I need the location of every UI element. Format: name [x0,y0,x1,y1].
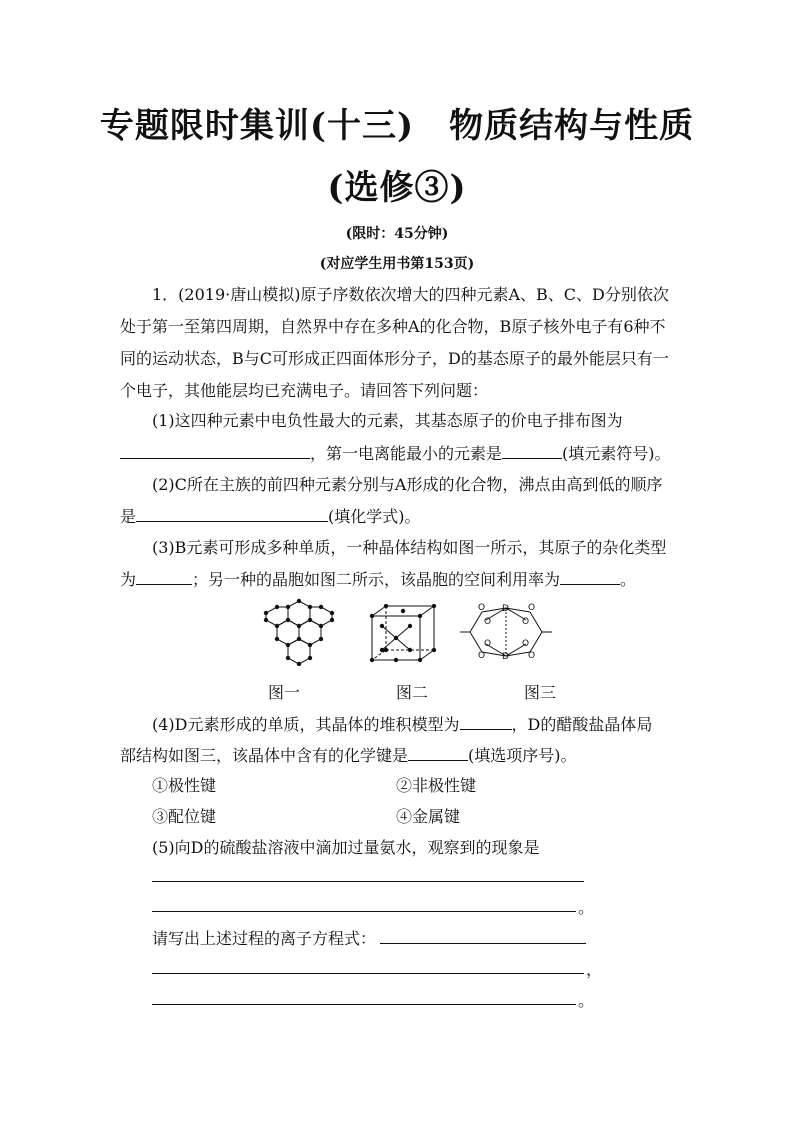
oxygen-label: O [478,651,486,661]
answer-blank[interactable] [136,503,328,522]
oxygen-label: O [484,617,492,627]
figure3-atom-label: D [502,652,509,662]
option-1: ①极性键 [152,776,217,795]
answer-line[interactable] [152,880,584,882]
option-2: ②非极性键 [396,776,477,795]
oxygen-label: O [522,639,530,649]
q1-part4-line1 [152,711,652,735]
diamond-cell-figure [368,604,438,664]
q1-part4-text-c: 部结构如图三，该晶体中含有的化学键是 [120,746,409,765]
q1-part5-equation-prompt: 请写出上述过程的离子方程式： [152,929,377,948]
figure2-label: 图二 [396,683,429,702]
answer-blank[interactable] [502,440,562,459]
q1-part1-line2 [120,440,671,464]
q1-part3-text-b: 为 [120,570,137,589]
comma-mark: ， [586,960,603,979]
answer-blank[interactable] [120,440,310,459]
oxygen-label: O [528,651,536,661]
page-subtitle: (选修③) [327,168,467,208]
q1-part5-line1: (5)向D的硫酸盐溶液中滴加过量氨水，观察到的现象是 [152,838,540,857]
time-limit: (限时：45分钟) [345,226,449,242]
oxygen-label: O [528,603,536,613]
q1-part4-text-b: ，D的醋酸盐晶体局 [511,715,653,734]
answer-blank[interactable] [408,742,468,761]
q1-part3-line2 [120,566,636,590]
q1-part3-text-c: ；另一种的晶胞如图二所示，该晶胞的空间利用率为 [192,570,561,589]
answer-line[interactable] [152,972,584,974]
book-reference: (对应学生用书第153页) [319,256,475,272]
period-mark: 。 [578,991,595,1010]
q1-part2-text-c: (填化学式)。 [328,507,421,526]
q1-part2-line1: (2)C所在主族的前四种元素分别与A形成的化合物，沸点由高到低的顺序 [152,475,663,494]
answer-line[interactable] [152,1003,576,1005]
option-4: ④金属键 [396,807,461,826]
oxygen-label: O [484,639,492,649]
q1-part3-text-d: 。 [620,570,637,589]
answer-blank[interactable] [560,566,620,585]
figure3-atom-label: D [502,604,509,614]
q1-part1-text-b: ，第一电离能最小的元素是 [310,444,503,463]
page-title: 专题限时集训(十三) 物质结构与性质 [99,106,695,146]
period-mark: 。 [578,898,595,917]
q1-part4-line2 [120,742,577,766]
figure1-label: 图一 [268,683,301,702]
q1-part1-text-c: (填元素符号)。 [562,444,671,463]
graphite-layer-figure [262,596,336,666]
oxygen-label: O [522,617,530,627]
option-3: ③配位键 [152,807,217,826]
question-intro: 1．(2019·唐山模拟)原子序数依次增大的四种元素A、B、C、D分别依次处于第一至第四周期，自然界中存在多种A的化合物，B原子核外电子有6种不同的运动状态，B与C可形成正四面体形分子，D的基态原子的最外能层只有一个电子，其他能层均已充满电子。请回答下列问题： [120,285,669,400]
q1-part2-line2 [120,503,421,527]
q1-part4-text-a: (4)D元素形成的单质，其晶体的堆积模型为 [152,715,460,734]
q1-part3-line1: (3)B元素可形成多种单质，一种晶体结构如图一所示，其原子的杂化类型 [152,538,667,557]
q1-part1-line1: (1)这四种元素中电负性最大的元素，其基态原子的价电子排布图为 [152,411,623,430]
acetate-structure-figure [456,600,556,664]
figure3-label: 图三 [524,683,557,702]
q1-part2-text-b: 是 [120,507,137,526]
answer-blank[interactable] [136,566,192,585]
answer-line[interactable] [380,942,586,944]
q1-part4-text-d: (填选项序号)。 [468,746,577,765]
answer-blank[interactable] [460,711,512,730]
answer-line[interactable] [152,910,576,912]
oxygen-label: O [478,603,486,613]
